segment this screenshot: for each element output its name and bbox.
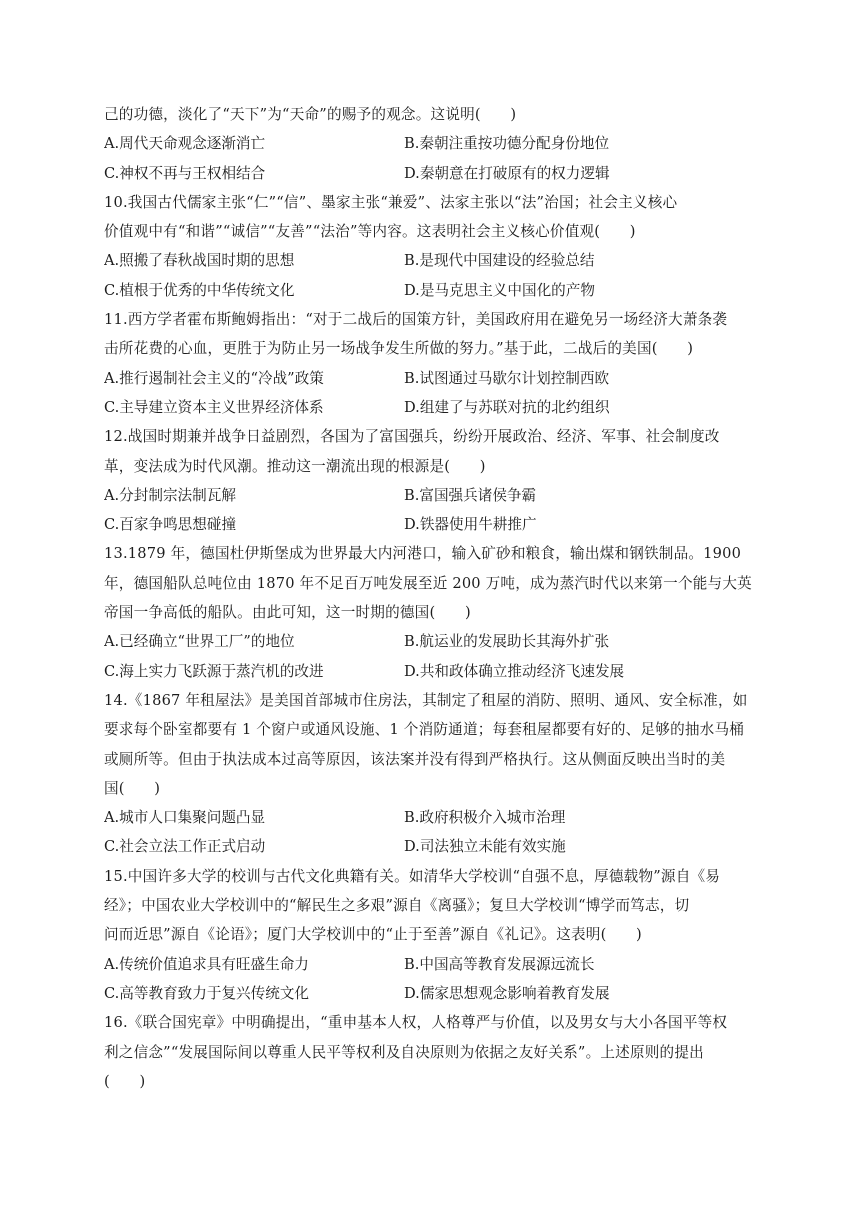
question-16-stem	[104, 1008, 754, 1096]
option-c[interactable]: C.植根于优秀的中华传统文化	[104, 281, 295, 299]
stem-line: 年，德国船队总吨位由 1870 年不足百万吨发展至近 200 万吨，成为蒸汽时代以来第一个能与大英	[104, 574, 752, 592]
option-c[interactable]: C.神权不再与王权相结合	[104, 164, 266, 182]
question-12-options-row-2	[104, 510, 754, 539]
question-14-options-row-2	[104, 832, 754, 861]
stem-line: 利之信念”“发展国际间以尊重人民平等权利及自决原则为依据之友好关系”。上述原则的提出	[104, 1043, 704, 1061]
question-15-options-row-1	[104, 950, 754, 979]
stem-line: 问而近思”源自《论语》；厦门大学校训中的“止于至善”源自《礼记》。这表明( )	[104, 926, 642, 944]
question-14-options-row-1	[104, 803, 754, 832]
question-9-options-row-1	[104, 129, 754, 158]
option-a[interactable]: A.传统价值追求具有旺盛生命力	[104, 955, 309, 973]
stem-line: 击所花费的心血，更胜于为防止另一场战争发生所做的努力。”基于此，二战后的美国( )	[104, 340, 694, 358]
option-b[interactable]: B.航运业的发展助长其海外扩张	[404, 633, 610, 651]
stem-line: ( )	[104, 1072, 146, 1090]
option-d[interactable]: D.是马克思主义中国化的产物	[404, 281, 595, 299]
question-14-stem	[104, 686, 754, 803]
question-15-stem	[104, 862, 754, 950]
stem-line: 国( )	[104, 779, 161, 797]
option-c[interactable]: C.高等教育致力于复兴传统文化	[104, 984, 310, 1002]
option-a[interactable]: A.推行遏制社会主义的“冷战”政策	[104, 369, 324, 387]
option-b[interactable]: B.中国高等教育发展源远流长	[404, 955, 595, 973]
option-a[interactable]: A.已经确立“世界工厂”的地位	[104, 633, 295, 651]
stem-line: 11.西方学者霍布斯鲍姆指出：“对于二战后的国策方针，美国政府用在避免另一场经济大萧条袭	[104, 311, 728, 329]
question-9-options-row-2	[104, 159, 754, 188]
option-a[interactable]: A.城市人口集聚问题凸显	[104, 809, 266, 827]
question-13-options-row-1	[104, 627, 754, 656]
option-c[interactable]: C.百家争鸣思想碰撞	[104, 516, 237, 534]
option-a[interactable]: A.照搬了春秋战国时期的思想	[104, 252, 295, 270]
option-d[interactable]: D.组建了与苏联对抗的北约组织	[404, 398, 610, 416]
option-d[interactable]: D.司法独立未能有效实施	[404, 838, 566, 856]
option-c[interactable]: C.社会立法工作正式启动	[104, 838, 266, 856]
stem-line: 经》；中国农业大学校训中的“解民生之多艰”源自《离骚》；复旦大学校训“博学而笃志，切	[104, 897, 690, 915]
stem-line: 己的功德，淡化了“天下”为“天命”的赐予的观念。这说明( )	[104, 106, 517, 123]
stem-line: 15.中国许多大学的校训与古代文化典籍有关。如清华大学校训“自强不息，厚德载物”源自《易	[104, 867, 721, 885]
option-a[interactable]: A.分封制宗法制瓦解	[104, 486, 236, 504]
stem-line: 帝国一争高低的船队。由此可知，这一时期的德国( )	[104, 604, 471, 622]
stem-line: 或厕所等。但由于执法成本过高等原因，该法案并没有得到严格执行。这从侧面反映出当时的美	[104, 750, 726, 768]
stem-line: 13.1879 年，德国杜伊斯堡成为世界最大内河港口，输入矿砂和粮食，输出煤和钢铁制品。1900	[104, 545, 742, 563]
option-b[interactable]: B.是现代中国建设的经验总结	[404, 252, 595, 270]
option-c[interactable]: C.海上实力飞跃源于蒸汽机的改进	[104, 662, 324, 680]
question-13-options-row-2	[104, 657, 754, 686]
question-15-options-row-2	[104, 979, 754, 1008]
option-d[interactable]: D.秦朝意在打破原有的权力逻辑	[404, 164, 610, 182]
question-11-options-row-2	[104, 393, 754, 422]
stem-line: 10.我国古代儒家主张“仁”“信”、墨家主张“兼爱”、法家主张以“法”治国；社会主义核心	[104, 193, 678, 211]
question-12-stem	[104, 422, 754, 481]
stem-line: 16.《联合国宪章》中明确提出，“重申基本人权，人格尊严与价值，以及男女与大小各国平等权	[104, 1014, 728, 1032]
option-b[interactable]: B.试图通过马歇尔计划控制西欧	[404, 369, 610, 387]
option-c[interactable]: C.主导建立资本主义世界经济体系	[104, 398, 324, 416]
option-d[interactable]: D.铁器使用牛耕推广	[404, 516, 537, 534]
stem-line: 14.《1867 年租屋法》是美国首部城市住房法，其制定了租屋的消防、照明、通风、安全标准，如	[104, 691, 748, 709]
option-b[interactable]: B.秦朝注重按功德分配身份地位	[404, 135, 610, 153]
question-10-options-row-2	[104, 276, 754, 305]
stem-line: 价值观中有“和谐”“诚信”“友善”“法治”等内容。这表明社会主义核心价值观( )	[104, 223, 636, 241]
option-d[interactable]: D.儒家思想观念影响着教育发展	[404, 984, 610, 1002]
question-11-stem	[104, 305, 754, 364]
option-b[interactable]: B.富国强兵诸侯争霸	[404, 486, 537, 504]
question-12-options-row-1	[104, 481, 754, 510]
question-10-stem	[104, 188, 754, 247]
question-10-options-row-1	[104, 246, 754, 275]
stem-line: 要求每个卧室都要有 1 个窗户或通风设施、1 个消防通道；每套租屋都要有好的、足够的抽水马桶	[104, 721, 745, 739]
question-11-options-row-1	[104, 364, 754, 393]
stem-line: 革，变法成为时代风潮。推动这一潮流出现的根源是( )	[104, 457, 486, 475]
option-b[interactable]: B.政府积极介入城市治理	[404, 809, 566, 827]
question-9-stem	[104, 100, 754, 129]
question-13-stem	[104, 539, 754, 627]
option-d[interactable]: D.共和政体确立推动经济飞速发展	[404, 662, 625, 680]
stem-line: 12.战国时期兼并战争日益剧烈，各国为了富国强兵，纷纷开展政治、经济、军事、社会制度改	[104, 428, 720, 446]
option-a[interactable]: A.周代天命观念逐渐消亡	[104, 135, 266, 153]
